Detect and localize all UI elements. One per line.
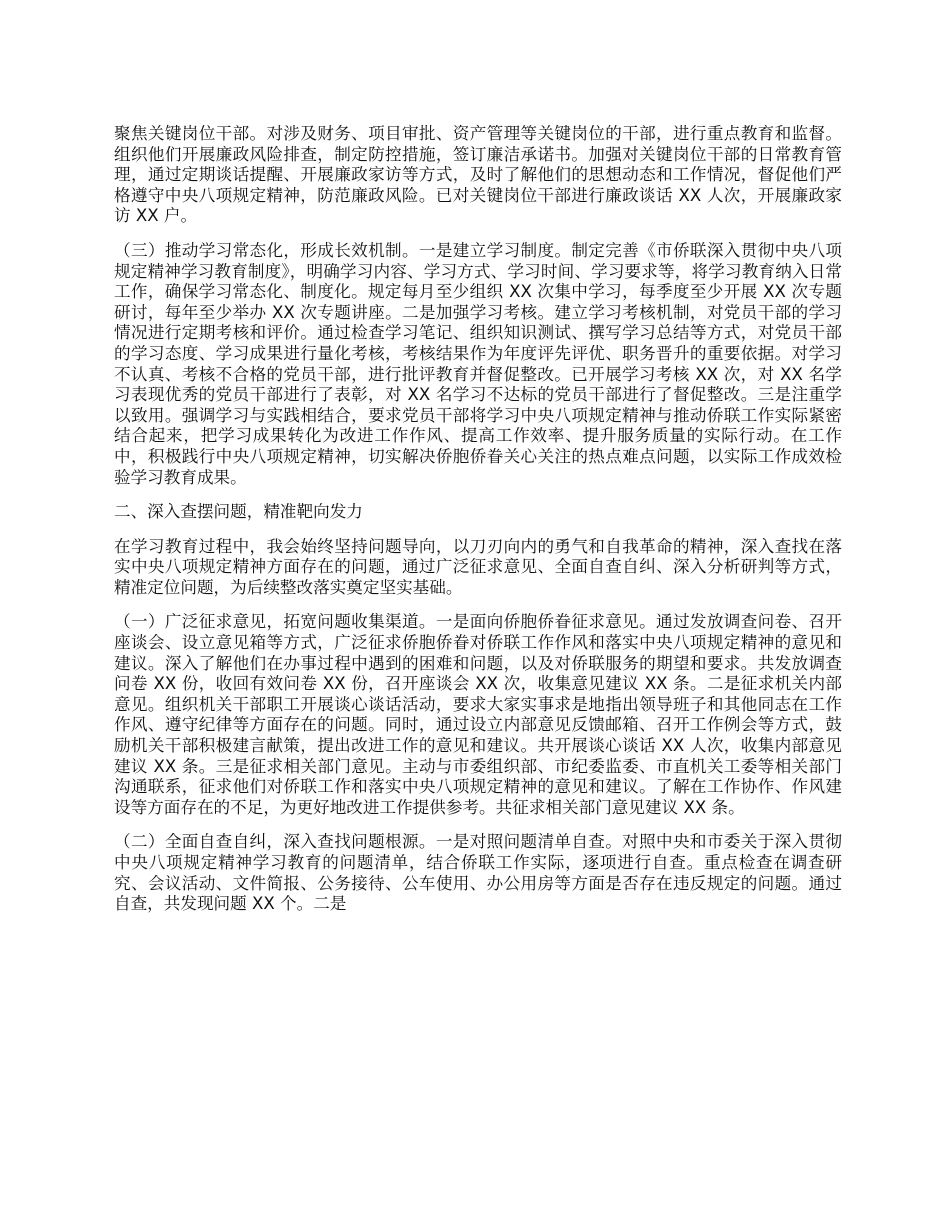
section-heading-problems: 二、深入查摆问题，精准靶向发力 (114, 502, 363, 522)
paragraph-key-positions: 聚焦关键岗位干部。对涉及财务、项目审批、资产管理等关键岗位的干部，进行重点教育和监督。组织他们开展廉政风险排查，制定防控措施，签订廉洁承诺书。加强对关键岗位干部的日常教育管理，通过定期谈话提醒、开展廉政家访等方式，及时了解他们的思想动态和工作情况，督促他们严格遵守中央八项规定精神，防范廉政风险。已对关键岗位干部进行廉政谈话 XX 人次，开展廉政家访 XX 户。 (114, 124, 842, 226)
paragraph-self-inspection: （二）全面自查自纠，深入查找问题根源。一是对照问题清单自查。对照中央和市委关于深入贯彻中央八项规定精神学习教育的问题清单，结合侨联工作实际，逐项进行自查。重点检查在调查研究、会议活动、文件简报、公务接待、公车使用、办公用房等方面是否存在违反规定的问题。通过自查，共发现问题 XX 个。二是 (114, 832, 842, 914)
paragraph-learning-normalization: （三）推动学习常态化，形成长效机制。一是建立学习制度。制定完善《市侨联深入贯彻中央八项规定精神学习教育制度》，明确学习内容、学习方式、学习时间、学习要求等，将学习教育纳入日常工作，确保学习常态化、制度化。规定每月至少组织 XX 次集中学习，每季度至少开展 XX 次专题研讨，每年至少举办 XX 次专题讲座。二是加强学习考核。建立学习考核机制，对党员干部的学习情况进行定期考核和评价。通过检查学习笔记、组织知识测试、撰写学习总结等方式，对党员干部的学习态度、学习成果进行量化考核，考核结果作为年度评先评优、职务晋升的重要依据。对学习不认真、考核不合格的党员干部，进行批评教育并督促整改。已开展学习考核 XX 次，对 XX 名学习表现优秀的党员干部进行了表彰，对 XX 名学习不达标的党员干部进行了督促整改。三是注重学以致用。强调学习与实践相结合，要求党员干部将学习中央八项规定精神与推动侨联工作实际紧密结合起来，把学习成果转化为改进工作作风、提高工作效率、提升服务质量的实际行动。在工作中，积极践行中央八项规定精神，切实解决侨胞侨眷关心关注的热点难点问题，以实际工作成效检验学习教育成果。 (114, 240, 842, 487)
paragraph-problem-orientation: 在学习教育过程中，我会始终坚持问题导向，以刀刃向内的勇气和自我革命的精神，深入查找在落实中央八项规定精神方面存在的问题，通过广泛征求意见、全面自查自纠、深入分析研判等方式，精准定位问题，为后续整改落实奠定坚实基础。 (114, 536, 842, 597)
paragraph-solicit-opinions: （一）广泛征求意见，拓宽问题收集渠道。一是面向侨胞侨眷征求意见。通过发放调查问卷、召开座谈会、设立意见箱等方式，广泛征求侨胞侨眷对侨联工作作风和落实中央八项规定精神的意见和建议。深入了解他们在办事过程中遇到的困难和问题，以及对侨联服务的期望和要求。共发放调查问卷 XX 份，收回有效问卷 XX 份，召开座谈会 XX 次，收集意见建议 XX 条。二是征求机关内部意见。组织机关干部职工开展谈心谈话活动，要求大家实事求是地指出领导班子和其他同志在工作作风、遵守纪律等方面存在的问题。同时，通过设立内部意见反馈邮箱、召开工作例会等方式，鼓励机关干部积极建言献策，提出改进工作的意见和建议。共开展谈心谈话 XX 人次，收集内部意见建议 XX 条。三是征求相关部门意见。主动与市委组织部、市纪委监委、市直机关工委等相关部门沟通联系，征求他们对侨联工作和落实中央八项规定精神的意见和建议。了解在工作协作、作风建设等方面存在的不足，为更好地改进工作提供参考。共征求相关部门意见建议 XX 条。 (114, 612, 842, 817)
document-body (114, 124, 842, 929)
